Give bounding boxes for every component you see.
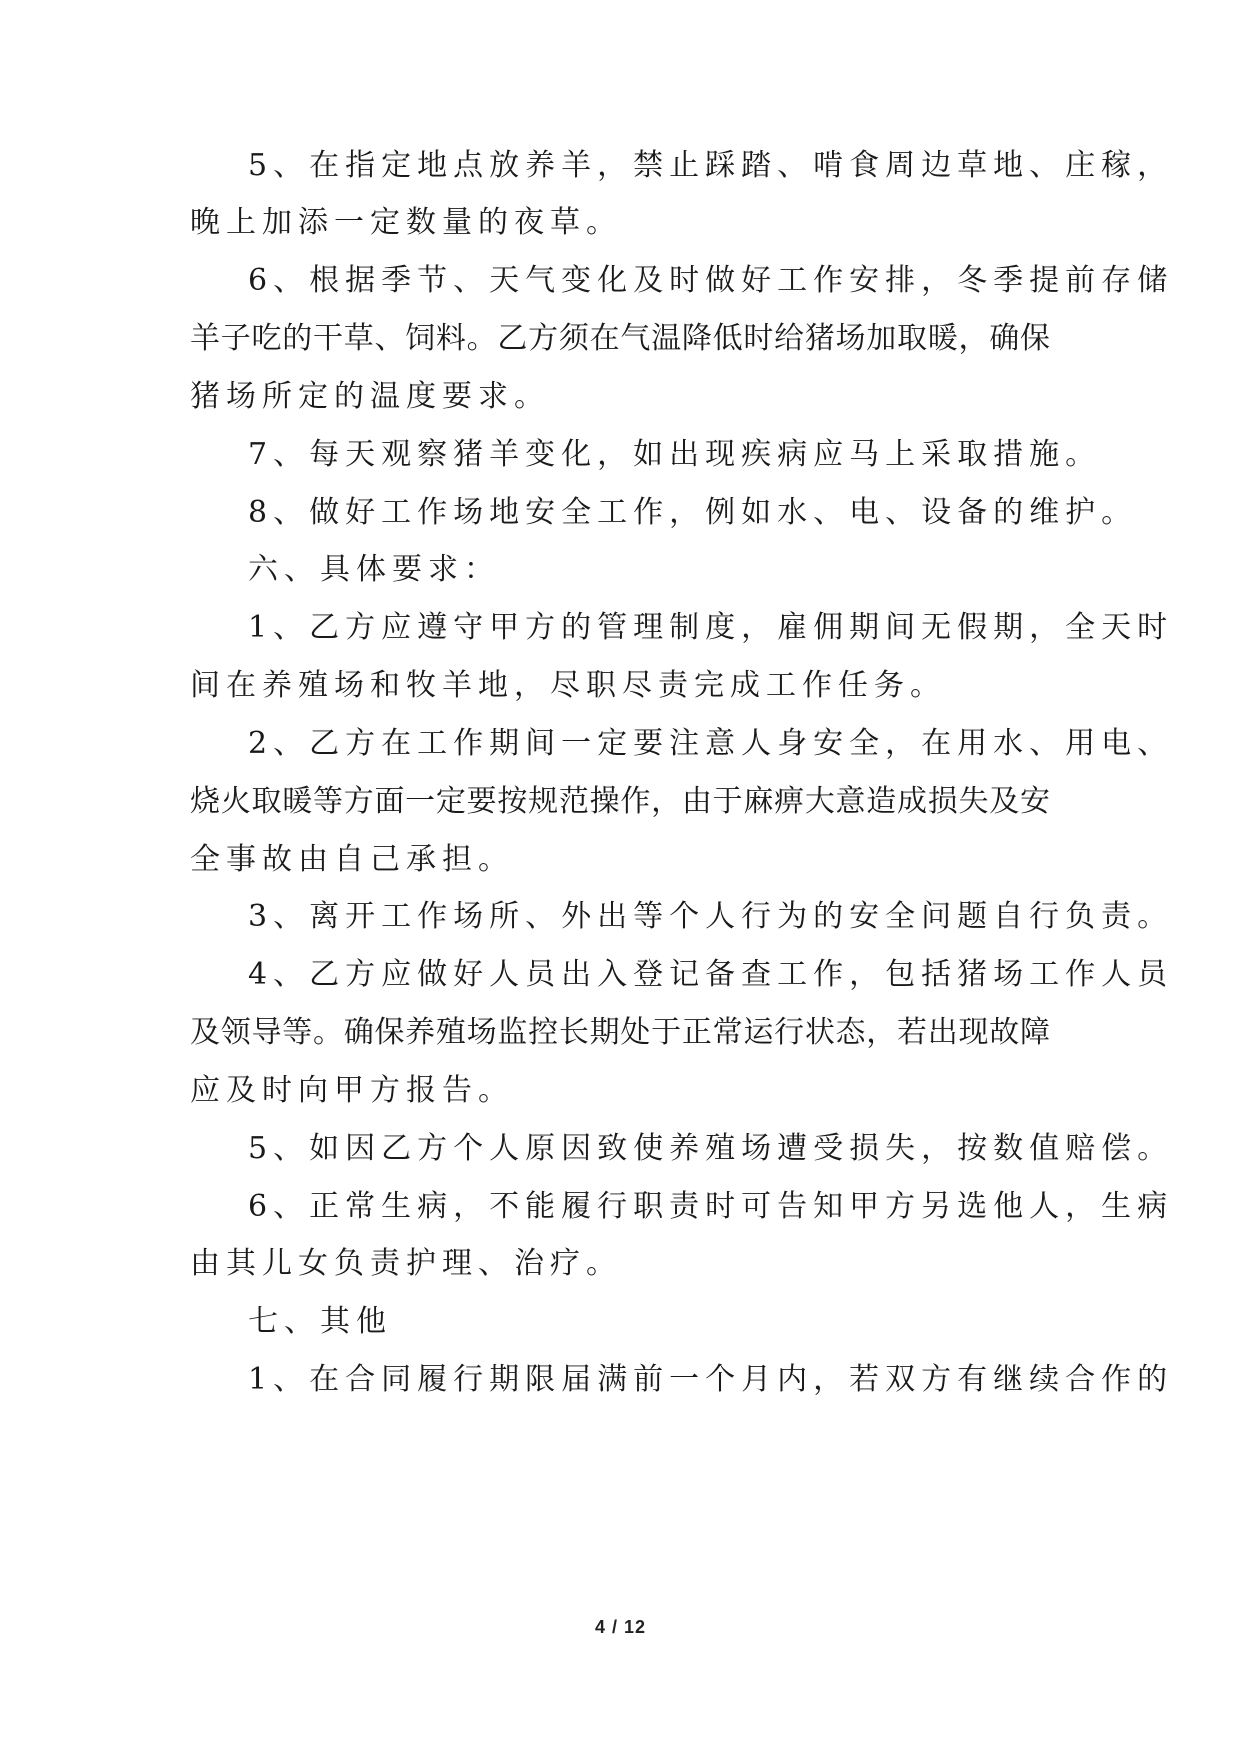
section-heading: 七、其他 [248, 1304, 392, 1339]
section-heading: 六、具体要求： [248, 552, 500, 587]
paragraph-line: 8、做好工作场地安全工作，例如水、电、设备的维护。 [248, 495, 1138, 530]
paragraph-line: 7、每天观察猪羊变化，如出现疾病应马上采取措施。 [248, 437, 1102, 472]
paragraph-line: 间在养殖场和牧羊地，尽职尽责完成工作任务。 [190, 668, 946, 703]
paragraph-line: 应及时向甲方报告。 [190, 1073, 514, 1108]
paragraph-line: 5、在指定地点放养羊，禁止踩踏、啃食周边草地、庄稼， [248, 148, 1174, 183]
paragraph-line: 烧火取暖等方面一定要按规范操作，由于麻痹大意造成损失及安 [190, 784, 1050, 819]
paragraph-line: 由其儿女负责护理、治疗。 [190, 1246, 622, 1281]
paragraph-line: 3、离开工作场所、外出等个人行为的安全问题自行负责。 [248, 899, 1174, 934]
paragraph-line: 2、乙方在工作期间一定要注意人身安全，在用水、用电、 [248, 726, 1174, 761]
paragraph-line: 1、乙方应遵守甲方的管理制度，雇佣期间无假期，全天时 [248, 610, 1174, 645]
paragraph-line: 晚上加添一定数量的夜草。 [190, 205, 622, 240]
paragraph-line: 猪场所定的温度要求。 [190, 379, 550, 414]
page-number: 4 / 12 [594, 1617, 647, 1637]
paragraph-line: 及领导等。确保养殖场监控长期处于正常运行状态，若出现故障 [190, 1015, 1050, 1050]
paragraph-line: 羊子吃的干草、饲料。乙方须在气温降低时给猪场加取暖，确保 [190, 321, 1050, 356]
paragraph-line: 4、乙方应做好人员出入登记备查工作，包括猪场工作人员 [248, 957, 1174, 992]
paragraph-line: 5、如因乙方个人原因致使养殖场遭受损失，按数值赔偿。 [248, 1131, 1174, 1166]
paragraph-line: 6、根据季节、天气变化及时做好工作安排，冬季提前存储 [248, 263, 1174, 298]
paragraph-line: 1、在合同履行期限届满前一个月内，若双方有继续合作的 [248, 1362, 1174, 1397]
paragraph-line: 6、正常生病，不能履行职责时可告知甲方另选他人，生病 [248, 1189, 1174, 1224]
paragraph-line: 全事故由自己承担。 [190, 842, 514, 877]
